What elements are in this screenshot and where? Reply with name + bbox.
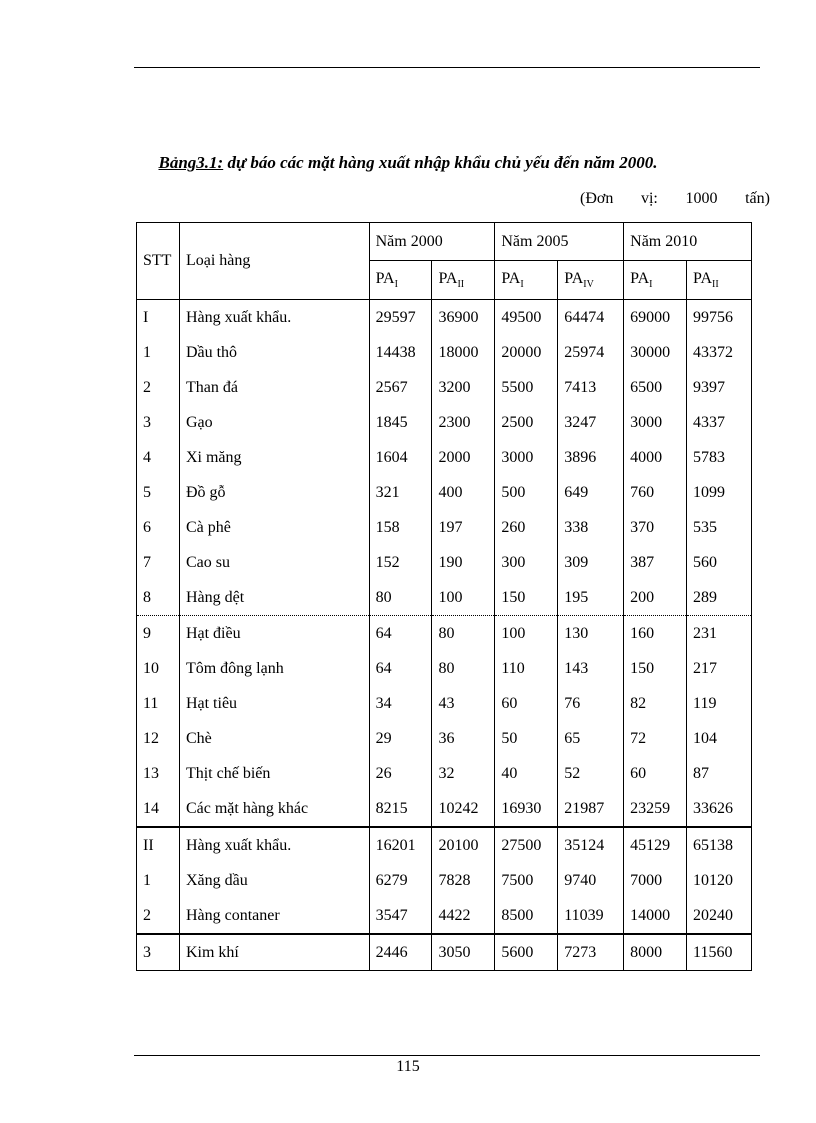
table-row xyxy=(137,791,752,827)
table-group xyxy=(137,616,752,828)
cell-item-name: Than đá xyxy=(179,370,369,405)
table-row xyxy=(137,440,752,475)
cell-stt: 9 xyxy=(137,616,180,652)
cell-value: 300 xyxy=(495,545,558,580)
cell-value: 72 xyxy=(624,721,687,756)
cell-item-name: Kim khí xyxy=(179,934,369,971)
cell-item-name: Các mặt hàng khác xyxy=(179,791,369,827)
cell-value: 160 xyxy=(624,616,687,652)
cell-value: 7000 xyxy=(624,863,687,898)
cell-value: 3000 xyxy=(495,440,558,475)
cell-value: 2000 xyxy=(432,440,495,475)
cell-value: 82 xyxy=(624,686,687,721)
pa-subscript: IV xyxy=(583,279,594,291)
cell-stt: 11 xyxy=(137,686,180,721)
cell-value: 150 xyxy=(495,580,558,616)
cell-value: 43372 xyxy=(687,335,752,370)
table-row xyxy=(137,405,752,440)
cell-value: 2500 xyxy=(495,405,558,440)
cell-value: 30000 xyxy=(624,335,687,370)
cell-value: 2446 xyxy=(369,934,432,971)
pa-label: PA xyxy=(501,269,521,287)
table-row xyxy=(137,721,752,756)
cell-value: 6500 xyxy=(624,370,687,405)
cell-value: 152 xyxy=(369,545,432,580)
cell-value: 25974 xyxy=(558,335,624,370)
cell-value: 87 xyxy=(687,756,752,791)
cell-value: 16930 xyxy=(495,791,558,827)
cell-value: 32 xyxy=(432,756,495,791)
cell-value: 4000 xyxy=(624,440,687,475)
cell-stt: 2 xyxy=(137,370,180,405)
cell-item-name: Xăng dầu xyxy=(179,863,369,898)
page-number: 115 xyxy=(396,1058,420,1075)
cell-value: 23259 xyxy=(624,791,687,827)
unit-text-2: vị: xyxy=(640,190,658,207)
cell-value: 40 xyxy=(495,756,558,791)
table-row xyxy=(137,580,752,616)
cell-value: 3247 xyxy=(558,405,624,440)
cell-value: 27500 xyxy=(495,827,558,863)
cell-value: 36 xyxy=(432,721,495,756)
cell-item-name: Hạt điều xyxy=(179,616,369,652)
cell-value: 80 xyxy=(369,580,432,616)
table-group xyxy=(137,827,752,934)
cell-value: 560 xyxy=(687,545,752,580)
cell-value: 370 xyxy=(624,510,687,545)
pa-label: PA xyxy=(375,269,395,287)
cell-value: 14000 xyxy=(624,898,687,934)
cell-value: 338 xyxy=(558,510,624,545)
pa-subscript: I xyxy=(520,279,524,291)
table-row xyxy=(137,616,752,652)
cell-value: 21987 xyxy=(558,791,624,827)
cell-value: 100 xyxy=(432,580,495,616)
cell-stt: 3 xyxy=(137,934,180,971)
cell-value: 34 xyxy=(369,686,432,721)
cell-value: 8500 xyxy=(495,898,558,934)
table-row xyxy=(137,370,752,405)
cell-value: 29 xyxy=(369,721,432,756)
cell-value: 104 xyxy=(687,721,752,756)
cell-item-name: Hàng xuất khẩu. xyxy=(179,827,369,863)
cell-value: 143 xyxy=(558,651,624,686)
cell-value: 119 xyxy=(687,686,752,721)
cell-value: 4422 xyxy=(432,898,495,934)
cell-value: 2567 xyxy=(369,370,432,405)
cell-value: 7273 xyxy=(558,934,624,971)
header-stt: STT xyxy=(137,223,180,300)
cell-stt: 4 xyxy=(137,440,180,475)
header-year: Năm 2010 xyxy=(624,223,752,261)
cell-value: 5783 xyxy=(687,440,752,475)
pa-label: PA xyxy=(630,269,650,287)
cell-item-name: Xi măng xyxy=(179,440,369,475)
table-row xyxy=(137,863,752,898)
header-pa xyxy=(687,261,752,300)
cell-value: 8215 xyxy=(369,791,432,827)
cell-value: 20240 xyxy=(687,898,752,934)
cell-stt: 6 xyxy=(137,510,180,545)
table-row xyxy=(137,545,752,580)
cell-value: 190 xyxy=(432,545,495,580)
header-pa xyxy=(432,261,495,300)
header-loai-hang: Loại hàng xyxy=(179,223,369,300)
header-pa xyxy=(558,261,624,300)
cell-item-name: Thịt chế biến xyxy=(179,756,369,791)
header-pa xyxy=(495,261,558,300)
cell-value: 100 xyxy=(495,616,558,652)
cell-value: 760 xyxy=(624,475,687,510)
cell-value: 8000 xyxy=(624,934,687,971)
cell-item-name: Gạo xyxy=(179,405,369,440)
cell-value: 3547 xyxy=(369,898,432,934)
cell-stt: 1 xyxy=(137,863,180,898)
cell-item-name: Dầu thô xyxy=(179,335,369,370)
table-caption xyxy=(0,153,816,173)
table-row xyxy=(137,898,752,934)
unit-text-3: 1000 xyxy=(685,190,718,207)
cell-value: 387 xyxy=(624,545,687,580)
cell-value: 76 xyxy=(558,686,624,721)
cell-value: 3896 xyxy=(558,440,624,475)
cell-value: 11560 xyxy=(687,934,752,971)
table-row xyxy=(137,686,752,721)
cell-value: 7413 xyxy=(558,370,624,405)
header-pa xyxy=(624,261,687,300)
cell-stt: 7 xyxy=(137,545,180,580)
cell-value: 43 xyxy=(432,686,495,721)
cell-value: 9740 xyxy=(558,863,624,898)
cell-value: 5500 xyxy=(495,370,558,405)
cell-value: 50 xyxy=(495,721,558,756)
cell-value: 231 xyxy=(687,616,752,652)
cell-value: 130 xyxy=(558,616,624,652)
cell-stt: 8 xyxy=(137,580,180,616)
cell-value: 649 xyxy=(558,475,624,510)
cell-value: 64474 xyxy=(558,300,624,336)
cell-value: 289 xyxy=(687,580,752,616)
cell-value: 195 xyxy=(558,580,624,616)
cell-value: 4337 xyxy=(687,405,752,440)
cell-value: 217 xyxy=(687,651,752,686)
cell-stt: I xyxy=(137,300,180,336)
cell-value: 65 xyxy=(558,721,624,756)
unit-note xyxy=(580,190,770,208)
cell-value: 10120 xyxy=(687,863,752,898)
table-row xyxy=(137,300,752,336)
cell-item-name: Hạt tiêu xyxy=(179,686,369,721)
unit-text-4: tấn) xyxy=(745,190,770,207)
cell-value: 1604 xyxy=(369,440,432,475)
cell-value: 400 xyxy=(432,475,495,510)
cell-value: 64 xyxy=(369,651,432,686)
table-row xyxy=(137,756,752,791)
cell-stt: 1 xyxy=(137,335,180,370)
cell-stt: 3 xyxy=(137,405,180,440)
cell-value: 26 xyxy=(369,756,432,791)
cell-value: 6279 xyxy=(369,863,432,898)
header-rule xyxy=(134,67,760,68)
pa-subscript: II xyxy=(457,279,465,291)
cell-stt: 12 xyxy=(137,721,180,756)
pa-label: PA xyxy=(564,269,584,287)
cell-item-name: Hàng contaner xyxy=(179,898,369,934)
table-row xyxy=(137,934,752,971)
cell-value: 14438 xyxy=(369,335,432,370)
table-row xyxy=(137,335,752,370)
cell-value: 1845 xyxy=(369,405,432,440)
pa-subscript: II xyxy=(712,279,719,291)
cell-value: 500 xyxy=(495,475,558,510)
footer-rule xyxy=(134,1055,760,1056)
cell-value: 35124 xyxy=(558,827,624,863)
cell-stt: 5 xyxy=(137,475,180,510)
caption-label: Bảng3.1: xyxy=(158,153,224,172)
cell-item-name: Đồ gỗ xyxy=(179,475,369,510)
cell-value: 45129 xyxy=(624,827,687,863)
header-pa xyxy=(369,261,432,300)
cell-value: 52 xyxy=(558,756,624,791)
cell-item-name: Chè xyxy=(179,721,369,756)
cell-value: 110 xyxy=(495,651,558,686)
header-year: Năm 2000 xyxy=(369,223,495,261)
caption-text: dự báo các mặt hàng xuất nhập khẩu chủ yếu đến năm 2000. xyxy=(223,153,658,172)
cell-value: 7500 xyxy=(495,863,558,898)
cell-value: 1099 xyxy=(687,475,752,510)
cell-value: 49500 xyxy=(495,300,558,336)
cell-value: 64 xyxy=(369,616,432,652)
pa-subscript: I xyxy=(649,279,653,291)
cell-stt: II xyxy=(137,827,180,863)
table-group xyxy=(137,300,752,616)
cell-value: 29597 xyxy=(369,300,432,336)
table-row xyxy=(137,651,752,686)
cell-value: 200 xyxy=(624,580,687,616)
cell-value: 3000 xyxy=(624,405,687,440)
cell-stt: 13 xyxy=(137,756,180,791)
cell-value: 16201 xyxy=(369,827,432,863)
cell-item-name: Tôm đông lạnh xyxy=(179,651,369,686)
cell-item-name: Hàng dệt xyxy=(179,580,369,616)
cell-value: 3050 xyxy=(432,934,495,971)
cell-stt: 2 xyxy=(137,898,180,934)
cell-value: 3200 xyxy=(432,370,495,405)
cell-value: 20000 xyxy=(495,335,558,370)
cell-stt: 10 xyxy=(137,651,180,686)
cell-value: 60 xyxy=(624,756,687,791)
cell-value: 80 xyxy=(432,616,495,652)
cell-value: 321 xyxy=(369,475,432,510)
cell-item-name: Cà phê xyxy=(179,510,369,545)
cell-value: 65138 xyxy=(687,827,752,863)
cell-value: 158 xyxy=(369,510,432,545)
cell-value: 36900 xyxy=(432,300,495,336)
cell-item-name: Cao su xyxy=(179,545,369,580)
cell-value: 2300 xyxy=(432,405,495,440)
cell-value: 535 xyxy=(687,510,752,545)
cell-value: 18000 xyxy=(432,335,495,370)
table-row xyxy=(137,827,752,863)
cell-value: 11039 xyxy=(558,898,624,934)
cell-value: 99756 xyxy=(687,300,752,336)
cell-value: 69000 xyxy=(624,300,687,336)
unit-text-1: (Đơn xyxy=(580,190,614,207)
cell-value: 7828 xyxy=(432,863,495,898)
cell-value: 309 xyxy=(558,545,624,580)
header-year: Năm 2005 xyxy=(495,223,624,261)
cell-value: 60 xyxy=(495,686,558,721)
table-row xyxy=(137,510,752,545)
table-group xyxy=(137,934,752,971)
cell-value: 10242 xyxy=(432,791,495,827)
cell-value: 20100 xyxy=(432,827,495,863)
cell-value: 80 xyxy=(432,651,495,686)
forecast-table xyxy=(136,222,752,971)
pa-label: PA xyxy=(693,269,713,287)
cell-value: 197 xyxy=(432,510,495,545)
cell-value: 260 xyxy=(495,510,558,545)
cell-value: 33626 xyxy=(687,791,752,827)
cell-item-name: Hàng xuất khẩu. xyxy=(179,300,369,336)
cell-value: 9397 xyxy=(687,370,752,405)
cell-value: 150 xyxy=(624,651,687,686)
pa-label: PA xyxy=(438,269,458,287)
table-row xyxy=(137,475,752,510)
cell-value: 5600 xyxy=(495,934,558,971)
cell-stt: 14 xyxy=(137,791,180,827)
pa-subscript: I xyxy=(394,279,398,291)
